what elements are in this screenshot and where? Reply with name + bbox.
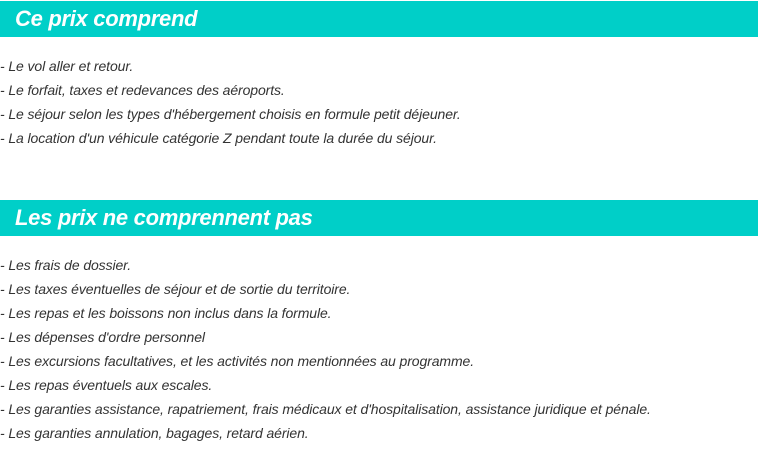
list-item: - Les repas éventuels aux escales. <box>0 377 213 393</box>
list-item: - Les dépenses d'ordre personnel <box>0 329 205 345</box>
list-item: - Les repas et les boissons non inclus dans la formule. <box>0 305 332 321</box>
list-item: - La location d'un véhicule catégorie Z pendant toute la durée du séjour. <box>0 130 437 146</box>
list-item: - Les garanties assistance, rapatriement, frais médicaux et d'hospitalisation, assistance juridique et pénale. <box>0 401 651 417</box>
includes-list <box>0 54 461 150</box>
list-item: - Le vol aller et retour. <box>0 58 134 74</box>
list-item: - Les taxes éventuelles de séjour et de sortie du territoire. <box>0 281 351 297</box>
excludes-section-title: Les prix ne comprennent pas <box>0 200 758 236</box>
includes-section-title: Ce prix comprend <box>0 1 758 37</box>
list-item: - Le forfait, taxes et redevances des aéroports. <box>0 82 285 98</box>
list-item: - Le séjour selon les types d'hébergement choisis en formule petit déjeuner. <box>0 106 461 122</box>
excludes-list <box>0 253 651 445</box>
list-item: - Les excursions facultatives, et les activités non mentionnées au programme. <box>0 353 474 369</box>
list-item: - Les frais de dossier. <box>0 257 132 273</box>
list-item: - Les garanties annulation, bagages, retard aérien. <box>0 425 309 441</box>
